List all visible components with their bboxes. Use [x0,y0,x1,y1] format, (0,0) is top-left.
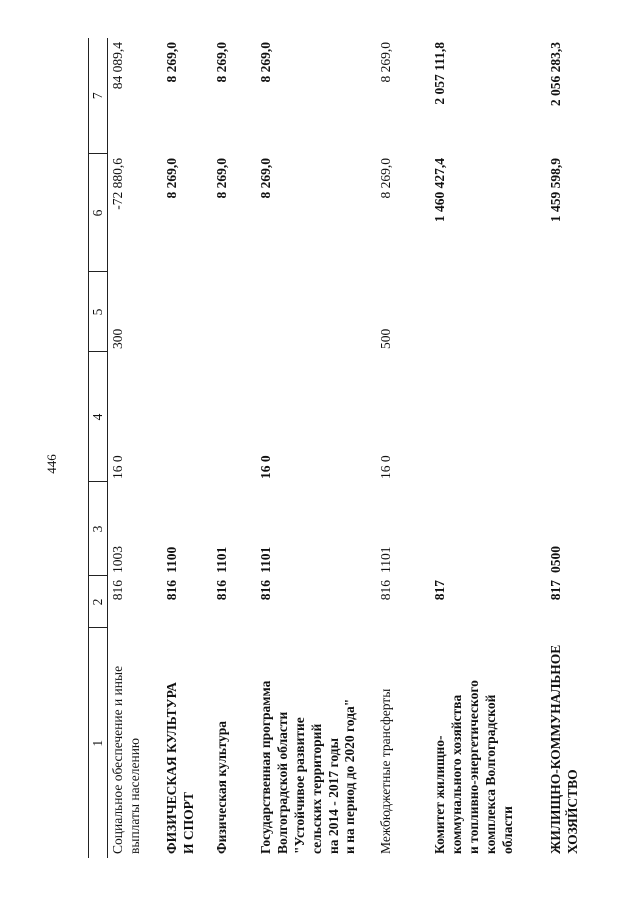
table-row [162,38,212,858]
expense-type-code-cell [256,272,376,352]
amount-total-cell: 8 269,0 [378,42,393,83]
column-header: 4 [89,352,108,482]
row-name-line: Комитет жилищно- [432,735,447,854]
expense-type-code-cell [162,272,212,352]
row-name [212,628,256,858]
amount-change-cell: -72 880,6 [110,158,125,210]
row-name [162,628,212,858]
row-name-line: Волгоградской области [274,711,290,854]
row-name-line: Межбюджетные трансферты [378,688,393,854]
row-name-line: Государственная программа [258,680,273,854]
gr-code-cell: 816 [258,580,273,601]
row-name-line: сельских территорий [308,723,324,854]
amount-change-cell: 1 459 598,9 [548,158,563,223]
target-article-code-cell: 16 0 [258,455,273,479]
table-row [430,38,546,858]
row-name-line: Физическая культура [214,720,229,854]
row-name [256,628,376,858]
row-name-line: области [499,806,515,854]
section-code-cell: 1101 [378,546,393,573]
target-article-code-cell [546,352,604,482]
row-name-line: ФИЗИЧЕСКАЯ КУЛЬТУРА [164,682,179,854]
amount-change-cell: 8 269,0 [164,158,179,199]
table-row [212,38,256,858]
amount-total-cell: 84 089,4 [110,42,125,90]
amount-total-cell: 8 269,0 [164,42,179,83]
gr-code-cell: 816 [164,580,179,601]
table-body [108,38,605,858]
expense-type-code-cell [212,272,256,352]
amount-total-cell: 2 056 283,3 [548,42,563,107]
expense-type-code-cell: 500 [378,328,393,349]
row-name-line: коммунального хозяйства [448,694,464,854]
table-row [376,38,430,858]
amount-change-cell: 1 460 427,4 [432,158,447,223]
table-frame [88,38,624,858]
section-code-cell [430,482,546,576]
amount-total-cell: 8 269,0 [214,42,229,83]
row-name-line: ХОЗЯЙСТВО [564,769,580,854]
row-name [430,628,546,858]
row-name-line: "Устойчивое развитие [291,717,307,854]
gr-code-cell: 817 [432,580,447,601]
target-article-code-cell [162,352,212,482]
expense-type-code-cell [430,272,546,352]
row-name [108,628,163,858]
row-name-line: и на период до 2020 года" [342,698,358,854]
row-name-line: и топливно-энергетического [465,680,481,854]
gr-code-cell: 816 [110,580,125,601]
column-header: 5 [89,272,108,352]
target-article-code-cell: 16 0 [378,455,393,479]
section-code-cell: 1101 [214,546,229,573]
page-number: 446 [44,454,59,474]
column-header: 7 [89,38,108,154]
expense-type-code-cell [546,272,604,352]
row-name-line: выплаты населению [126,737,142,854]
target-article-code-cell [212,352,256,482]
amount-total-cell: 2 057 111,8 [432,42,447,105]
target-article-code-cell: 16 0 [110,455,125,479]
row-name [546,628,604,858]
budget-table [88,38,604,858]
column-header: 1 [89,628,108,858]
section-code-cell: 1100 [164,546,179,573]
row-name-line: ЖИЛИЩНО-КОММУНАЛЬНОЕ [548,644,563,854]
table-row [108,38,163,858]
table-row [256,38,376,858]
gr-code-cell: 816 [378,580,393,601]
amount-change-cell: 8 269,0 [378,158,393,199]
header-row [89,38,108,858]
amount-change-cell: 8 269,0 [258,158,273,199]
row-name-line: И СПОРТ [180,791,196,854]
gr-code-cell: 817 [548,580,563,601]
amount-change-cell: 8 269,0 [214,158,229,199]
row-name [376,628,430,858]
expense-type-code-cell: 300 [110,328,125,349]
table-rotator [88,38,624,858]
section-code-cell: 0500 [548,546,563,573]
target-article-code-cell [430,352,546,482]
row-name-line: на 2014 - 2017 годы [325,737,341,854]
column-header: 3 [89,482,108,576]
section-code-cell: 1003 [110,546,125,573]
gr-code-cell: 816 [214,580,229,601]
row-name-line: комплекса Волгоградской [482,694,498,854]
column-header: 6 [89,154,108,272]
row-name-line: Социальное обеспечение и иные [110,665,125,854]
table-row [546,38,604,858]
section-code-cell: 1101 [258,546,273,573]
column-header: 2 [89,576,108,628]
amount-total-cell: 8 269,0 [258,42,273,83]
